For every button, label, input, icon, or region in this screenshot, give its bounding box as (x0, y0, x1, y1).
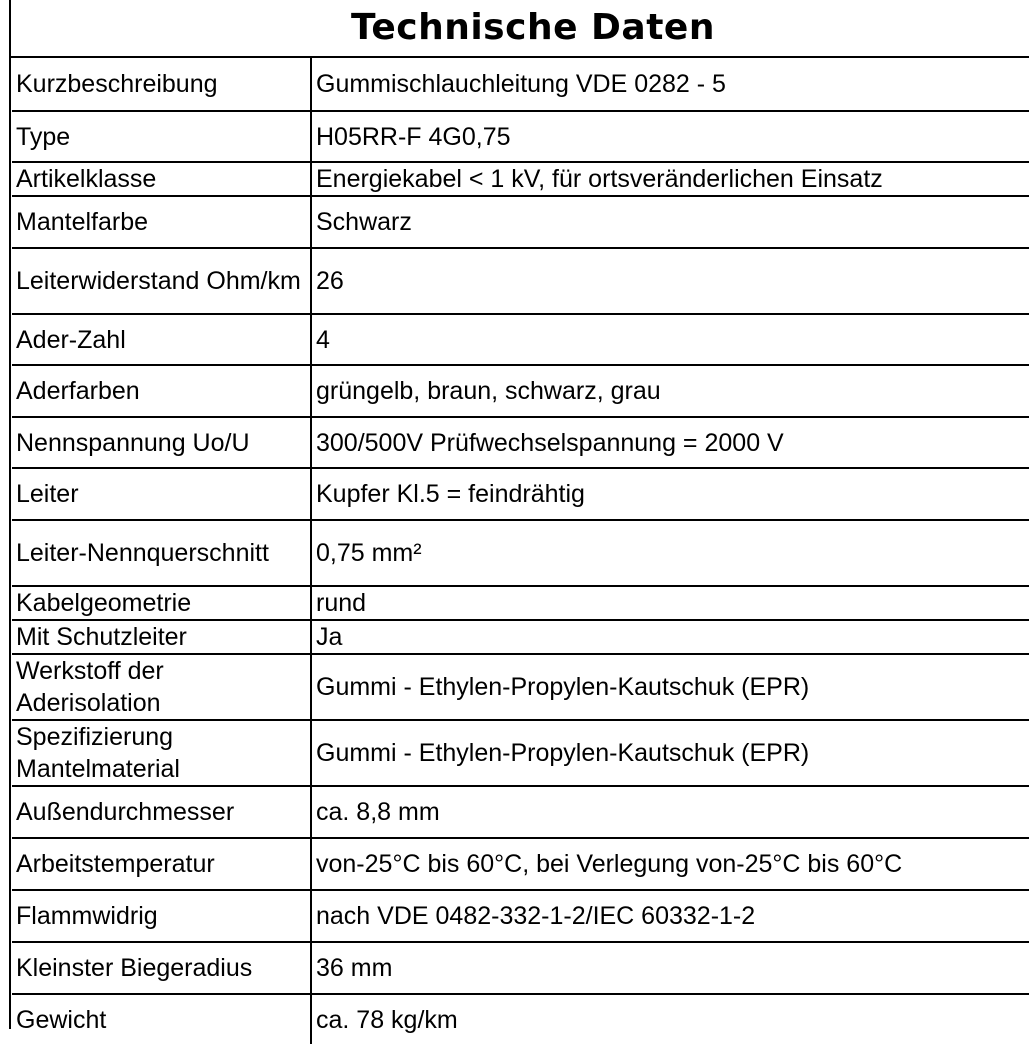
row-label: Leiter (12, 468, 311, 520)
row-value: rund (311, 586, 1029, 620)
row-label: Leiterwiderstand Ohm/km (12, 248, 311, 314)
table-row (12, 58, 1029, 111)
table-row (12, 468, 1029, 520)
table-row (12, 248, 1029, 314)
table-row (12, 890, 1029, 942)
row-label: Kabelgeometrie (12, 586, 311, 620)
row-value: Gummi - Ethylen-Propylen-Kautschuk (EPR) (311, 720, 1029, 786)
row-value: Energiekabel < 1 kV, für ortsveränderlichen Einsatz (311, 162, 1029, 196)
technical-data-sheet (9, 0, 1029, 1034)
row-label: Aderfarben (12, 365, 311, 417)
row-label: Artikelklasse (12, 162, 311, 196)
row-value: 300/500V Prüfwechselspannung = 2000 V (311, 417, 1029, 468)
table-row (12, 838, 1029, 890)
table-row (12, 365, 1029, 417)
row-label: Mit Schutzleiter (12, 620, 311, 654)
row-value: von-25°C bis 60°C, bei Verlegung von-25°C bis 60°C (311, 838, 1029, 890)
row-label: Kurzbeschreibung (12, 58, 311, 111)
row-label: Leiter-Nennquerschnitt (12, 520, 311, 586)
row-label: Ader-Zahl (12, 314, 311, 365)
row-value: Schwarz (311, 196, 1029, 248)
row-label: Nennspannung Uo/U (12, 417, 311, 468)
row-value: grüngelb, braun, schwarz, grau (311, 365, 1029, 417)
row-label: Type (12, 111, 311, 162)
table-row (12, 720, 1029, 786)
row-value: 26 (311, 248, 1029, 314)
row-label: Flammwidrig (12, 890, 311, 942)
row-value: Ja (311, 620, 1029, 654)
row-value: 4 (311, 314, 1029, 365)
row-value: 36 mm (311, 942, 1029, 994)
table-row (12, 196, 1029, 248)
table-row (12, 994, 1029, 1044)
row-value: Gummi - Ethylen-Propylen-Kautschuk (EPR) (311, 654, 1029, 720)
table-row (12, 942, 1029, 994)
row-value: H05RR-F 4G0,75 (311, 111, 1029, 162)
row-label: Außendurchmesser (12, 786, 311, 838)
table-row (12, 620, 1029, 654)
row-label: Gewicht (12, 994, 311, 1044)
row-label: Werkstoff der Aderisolation (12, 654, 311, 720)
row-label: Arbeitstemperatur (12, 838, 311, 890)
table-row (12, 786, 1029, 838)
table-row (12, 162, 1029, 196)
table-row (12, 654, 1029, 720)
row-value: nach VDE 0482-332-1-2/IEC 60332-1-2 (311, 890, 1029, 942)
table-row (12, 586, 1029, 620)
row-label: Mantelfarbe (12, 196, 311, 248)
row-value: Kupfer Kl.5 = feindrähtig (311, 468, 1029, 520)
page-title: Technische Daten (351, 7, 715, 48)
table-row (12, 520, 1029, 586)
row-value: ca. 8,8 mm (311, 786, 1029, 838)
table-row (12, 111, 1029, 162)
spec-table (12, 58, 1029, 1044)
row-value: Gummischlauchleitung VDE 0282 - 5 (311, 58, 1029, 111)
title-bar (11, 0, 1029, 58)
row-label: Kleinster Biegeradius (12, 942, 311, 994)
row-value: ca. 78 kg/km (311, 994, 1029, 1044)
row-value: 0,75 mm² (311, 520, 1029, 586)
row-label: Spezifizierung Mantelmaterial (12, 720, 311, 786)
table-row (12, 314, 1029, 365)
table-row (12, 417, 1029, 468)
